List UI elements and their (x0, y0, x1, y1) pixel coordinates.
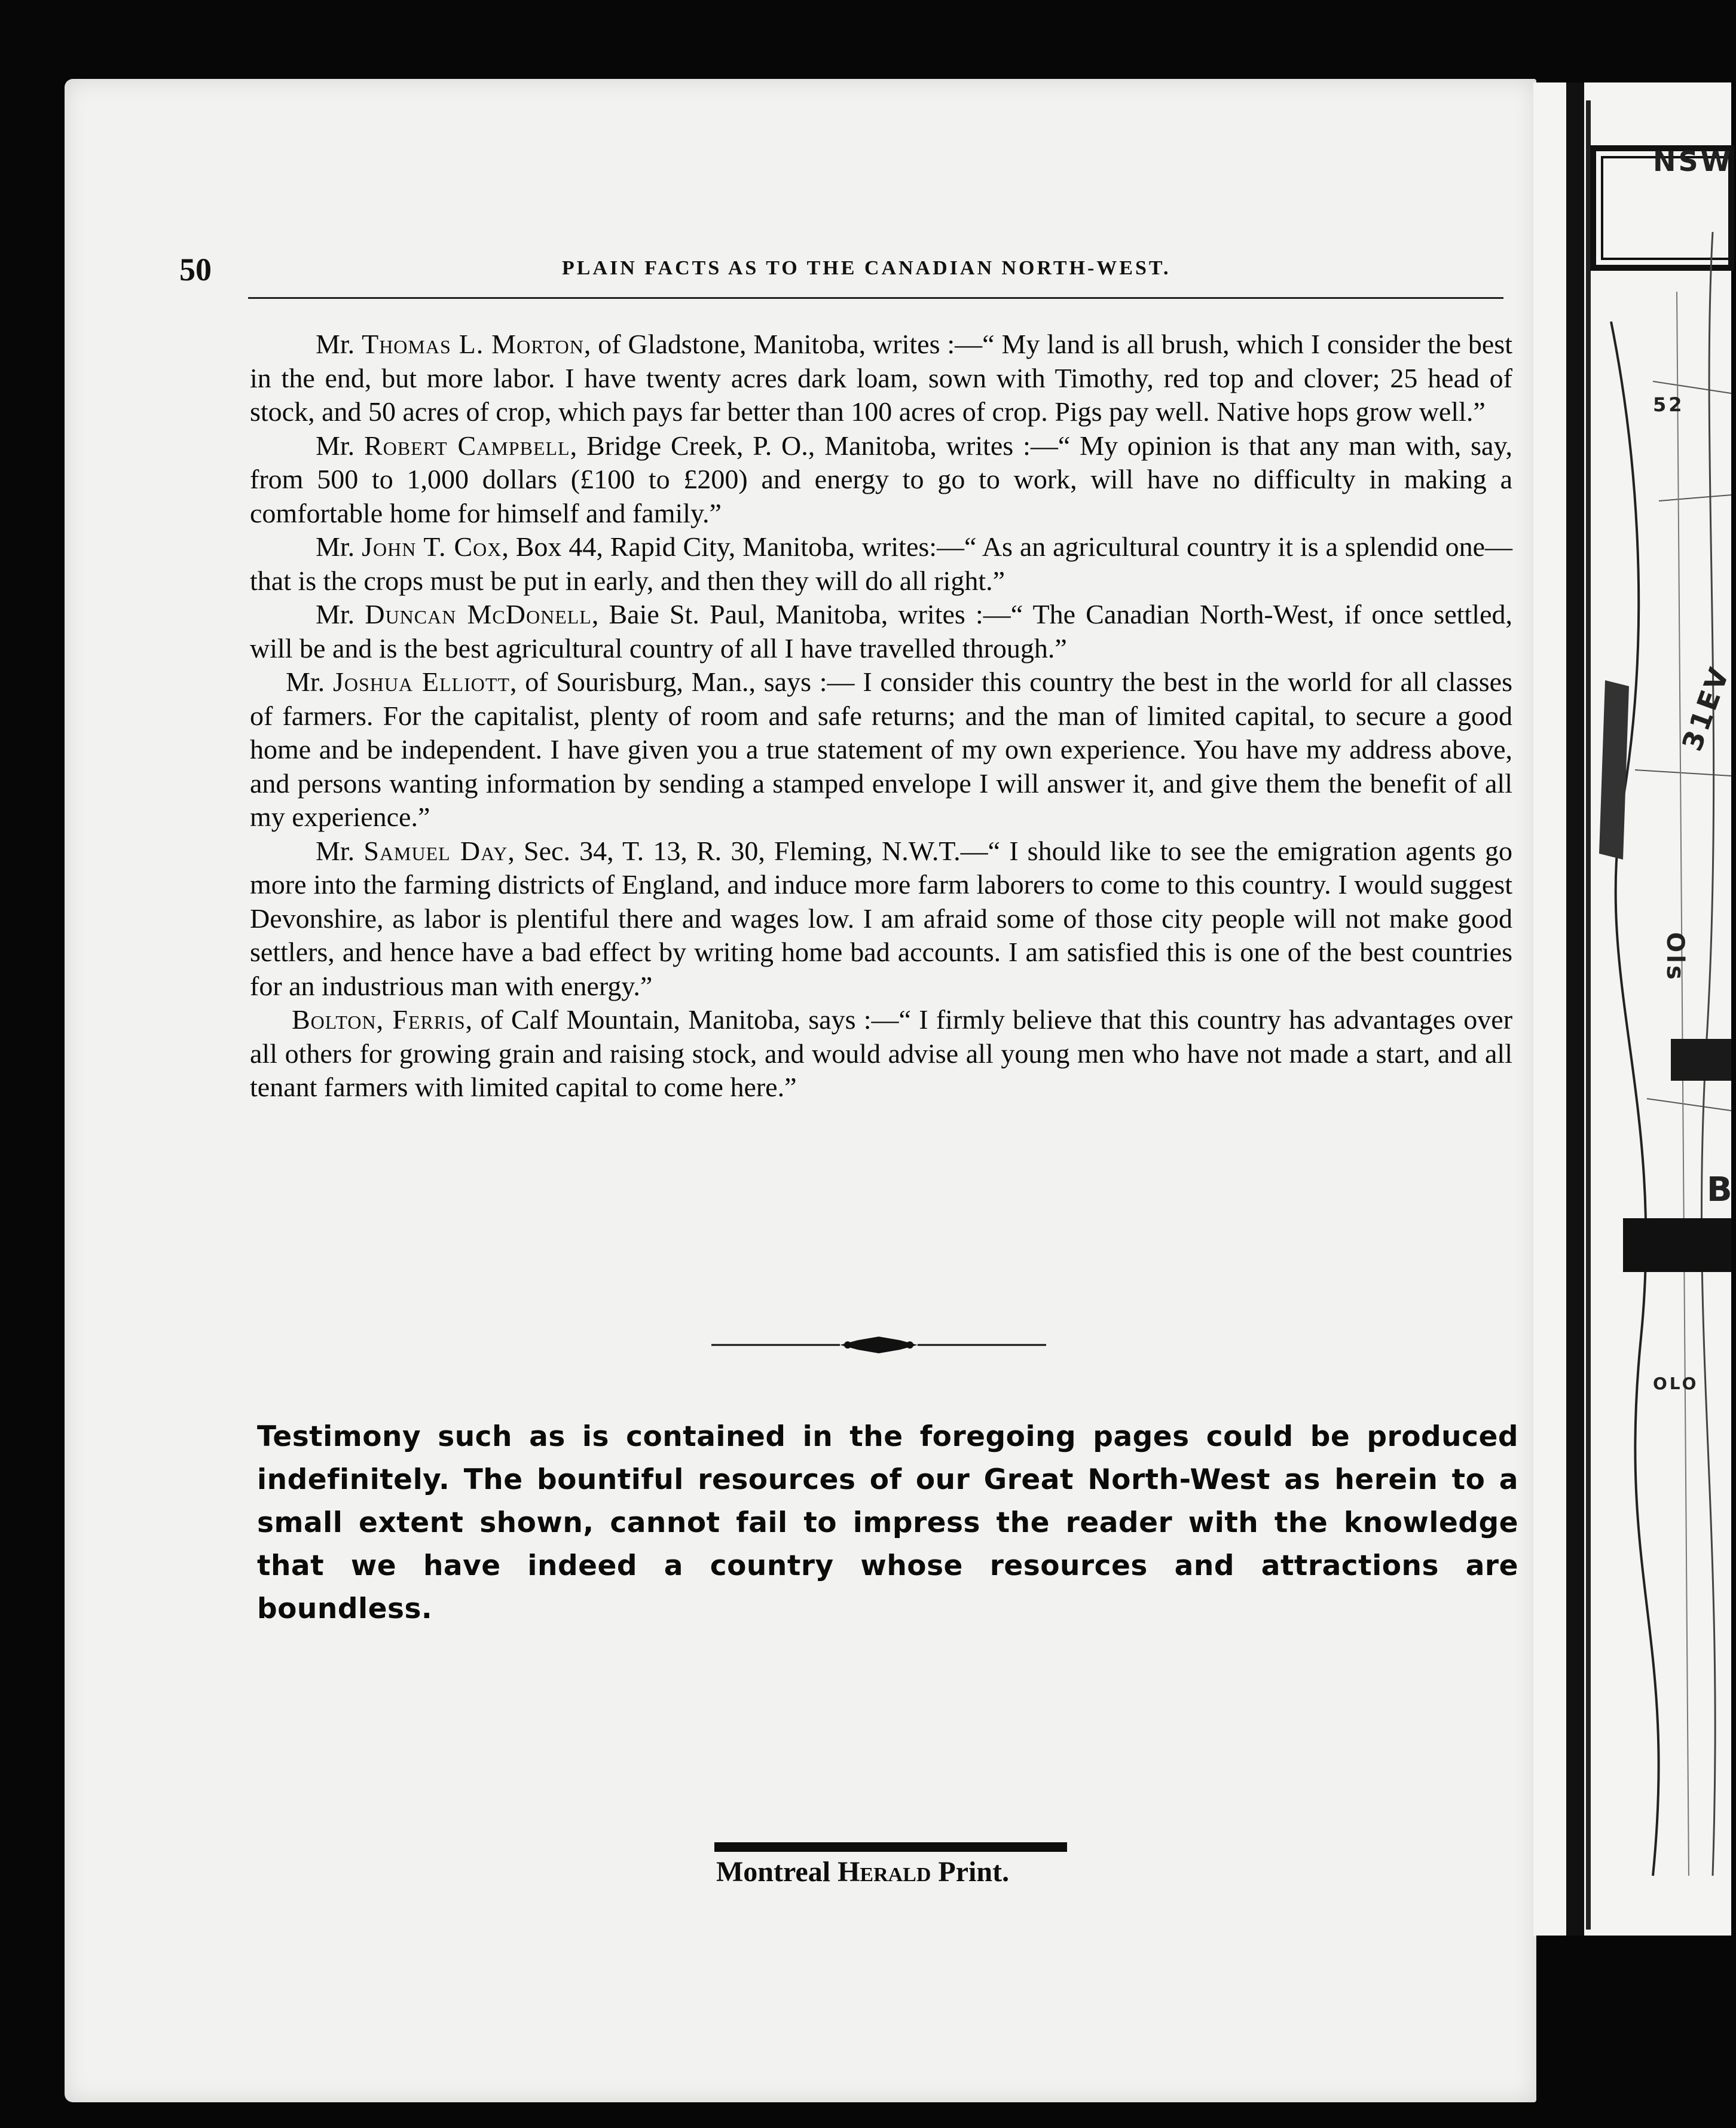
testimonial-text: , of Gladstone, Manitoba, writes :—“ My land is all brush, which I consider the best in the end, but more labor. I have twenty acres dark loam, sown with Timothy, red top and clover; 25 head of stock, and 50 acres of crop, which pays far better than 100 acres of crop. Pigs pay well. Native hops grow well.” (250, 329, 1512, 427)
map-label: Ols (1661, 932, 1689, 982)
salutation: Mr. (316, 329, 362, 359)
testimonial-text: , Baie St. Paul, Manitoba, writes :—“ The Canadian North-West, if once settled, will be and is the best agricultural country of all I have travelled through.” (250, 599, 1512, 664)
correspondent-name: Robert Campbell (364, 430, 570, 461)
testimonial-text: , of Calf Mountain, Manitoba, says :—“ I firmly believe that this country has advantages over all others for growing grain and raising stock, and would advise all young men who have not made a start, and all tenant farmers with limited capital to come here.” (250, 1004, 1513, 1102)
page-header (179, 251, 1512, 287)
testimonial-paragraph (250, 429, 1512, 531)
testimonial-paragraph (250, 834, 1512, 1004)
correspondent-name: John T. Cox (362, 531, 502, 562)
header-rule (248, 297, 1503, 299)
testimonial-paragraph (250, 598, 1512, 665)
correspondent-name: Duncan McDonell (365, 599, 592, 629)
salutation: Mr. (316, 531, 362, 562)
correspondent-name: Thomas L. Morton (362, 329, 584, 359)
folded-map-edge (1533, 82, 1736, 1936)
correspondent-name: Joshua Elliott (332, 666, 510, 697)
testimonial-paragraph (250, 530, 1512, 598)
salutation: Mr. (286, 666, 333, 697)
map-label: 31EV (1676, 661, 1736, 756)
concluding-paragraph: Testimony such as is contained in the foregoing pages could be produced indefinitely. The bountiful resources of our Great North-West as herein to a small extent shown, cannot fail to impress the reader with the knowledge that we have indeed a country whose resources and attractions are boundless. (257, 1420, 1518, 1625)
map-label: OLO (1653, 1374, 1699, 1393)
testimonial-text: , Bridge Creek, P. O., Manitoba, writes :—“ My opinion is that any man with, say, from 500 to 1,000 dollars (£100 to £200) and energy to go to work, will have no difficulty in making a comfortable home for himself and family.” (250, 430, 1512, 528)
map-label: 52 (1653, 393, 1685, 416)
map-linework (1533, 82, 1734, 1936)
correspondent-name: Samuel Day (363, 835, 508, 866)
testimonial-text: , Box 44, Rapid City, Manitoba, writes:—“ As an agricultural country it is a splendid one—that is the crops must be put in early, and then they will do all right.” (250, 531, 1512, 596)
testimonial-text: , of Sourisburg, Man., says :— I consider this country the best in the world for all classes of farmers. For the capitalist, plenty of room and safe returns; and the man of limited capital, to secure a good home and be independent. I have given you a true statement of my own experience. You have my address above, and persons wanting information by sending a stamped envelope I will answer it, and give them the benefit of all my experience.” (250, 666, 1512, 832)
imprint-rule (714, 1842, 1067, 1852)
salutation: Mr. (316, 599, 365, 629)
imprint-paper: Herald (838, 1856, 931, 1888)
correspondent-name: Bolton, Ferris (292, 1004, 466, 1035)
printer-imprint (716, 1855, 1009, 1888)
salutation: Mr. (316, 835, 364, 866)
ornamental-divider (711, 1334, 1046, 1356)
map-label: B (1707, 1170, 1735, 1209)
salutation: Mr. (316, 430, 365, 461)
page-number: 50 (179, 252, 212, 288)
testimonial-paragraph (250, 1003, 1512, 1105)
map-label: NSW (1653, 145, 1734, 178)
testimonial-paragraph (250, 665, 1512, 834)
testimonial-letters (250, 328, 1512, 1105)
imprint-city: Montreal (716, 1856, 838, 1888)
testimonial-text: , Sec. 34, T. 13, R. 30, Fleming, N.W.T.—“ I should like to see the emigration agents go more into the farming districts of England, and induce more farm laborers to come to this country. I would suggest Devonshire, as labor is plentiful there and wages low. I am afraid some of those city people will not make good settlers, and hence have a bad effect by writing home bad accounts. I am satisfied this is one of the best countries for an industrious man with energy.” (250, 835, 1513, 1001)
running-title: PLAIN FACTS AS TO THE CANADIAN NORTH-WEST. (562, 257, 1171, 279)
testimonial-paragraph (250, 328, 1512, 429)
imprint-suffix: Print. (931, 1856, 1010, 1888)
